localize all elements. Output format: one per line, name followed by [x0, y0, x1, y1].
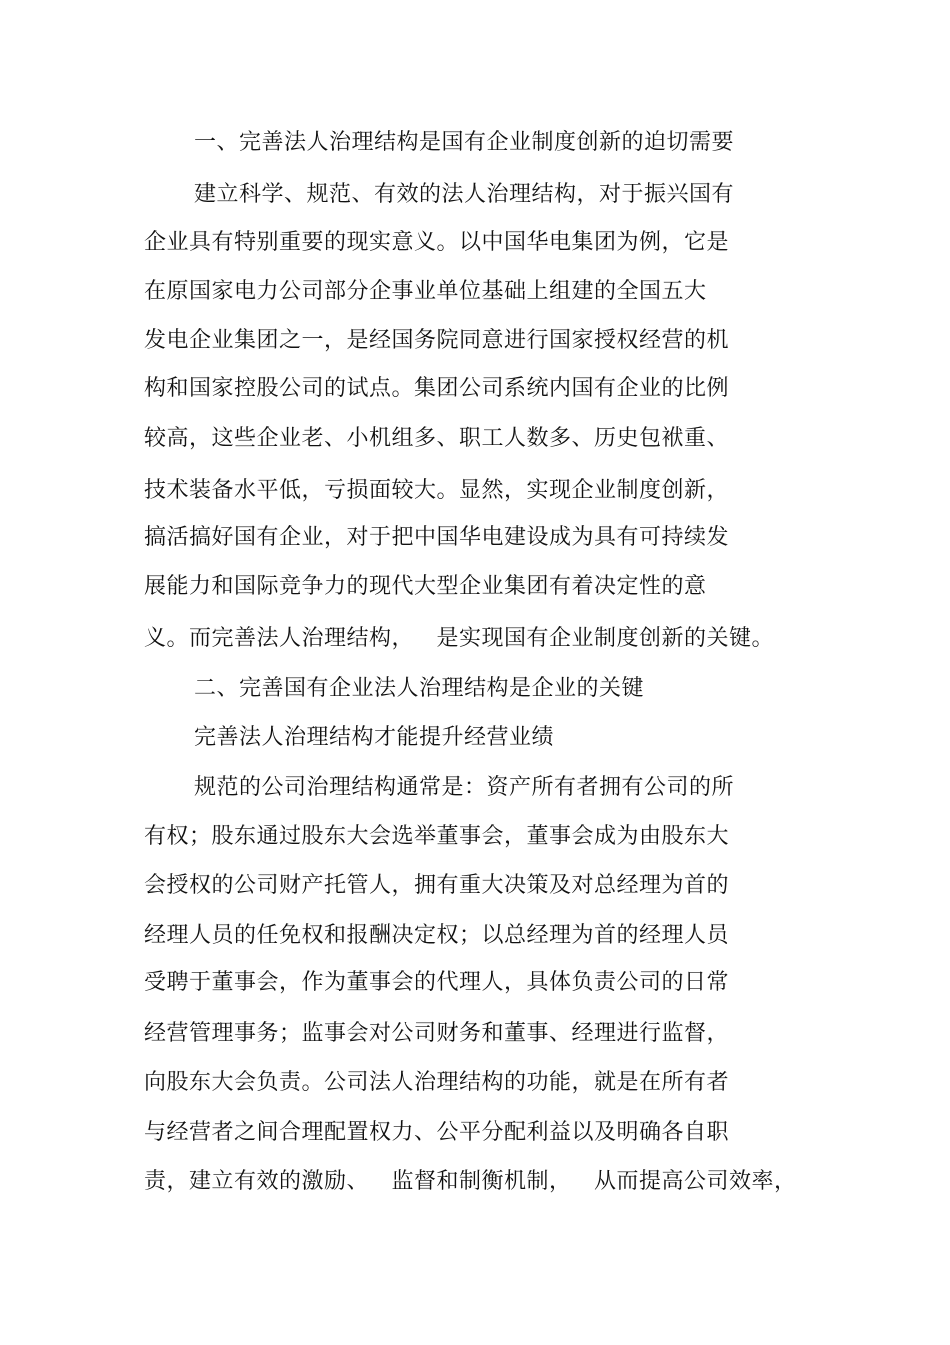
paragraph-2-line-5: 受聘于董事会，作为董事会的代理人，具体负责公司的日常: [144, 970, 730, 995]
heading-1: 一、完善法人治理结构是国有企业制度创新的迫切需要: [194, 130, 735, 155]
paragraph-2-line-7: 向股东大会负责。公司法人治理结构的功能，就是在所有者: [144, 1070, 730, 1095]
paragraph-2-line-6: 经营管理事务；监事会对公司财务和董事、经理进行监督，: [144, 1021, 730, 1046]
paragraph-2-line-1: 规范的公司治理结构通常是：资产所有者拥有公司的所: [194, 775, 735, 800]
paragraph-2-line-3: 会授权的公司财产托管人，拥有重大决策及对总经理为首的: [144, 873, 730, 898]
paragraph-2-line-8: 与经营者之间合理配置权力、公平分配利益以及明确各自职: [144, 1120, 730, 1145]
paragraph-2-line-4: 经理人员的任免权和报酬决定权；以总经理为首的经理人员: [144, 923, 730, 948]
paragraph-1-line-3: 在原国家电力公司部分企事业单位基础上组建的全国五大: [144, 279, 707, 304]
paragraph-1-line-6: 较高，这些企业老、小机组多、职工人数多、历史包袱重、: [144, 426, 730, 451]
paragraph-2-line-2: 有权；股东通过股东大会选举董事会，董事会成为由股东大: [144, 824, 730, 849]
paragraph-1-line-1: 建立科学、规范、有效的法人治理结构，对于振兴国有: [194, 182, 735, 207]
paragraph-1-line-7: 技术装备水平低，亏损面较大。显然，实现企业制度创新，: [144, 478, 730, 503]
paragraph-2-line-9: 责，建立有效的激励、 监督和制衡机制， 从而提高公司效率，: [144, 1169, 797, 1194]
paragraph-1-line-8: 搞活搞好国有企业，对于把中国华电建设成为具有可持续发: [144, 525, 730, 550]
paragraph-1-line-10: 义。而完善法人治理结构， 是实现国有企业制度创新的关键。: [144, 626, 774, 651]
paragraph-1-line-2: 企业具有特别重要的现实意义。以中国华电集团为例，它是: [144, 230, 730, 255]
paragraph-1-line-4: 发电企业集团之一，是经国务院同意进行国家授权经营的机: [144, 328, 730, 353]
subheading: 完善法人治理结构才能提升经营业绩: [194, 725, 555, 750]
paragraph-1-line-9: 展能力和国际竞争力的现代大型企业集团有着决定性的意: [144, 574, 707, 599]
heading-2: 二、完善国有企业法人治理结构是企业的关键: [194, 676, 645, 701]
paragraph-1-line-5: 构和国家控股公司的试点。集团公司系统内国有企业的比例: [144, 376, 730, 401]
